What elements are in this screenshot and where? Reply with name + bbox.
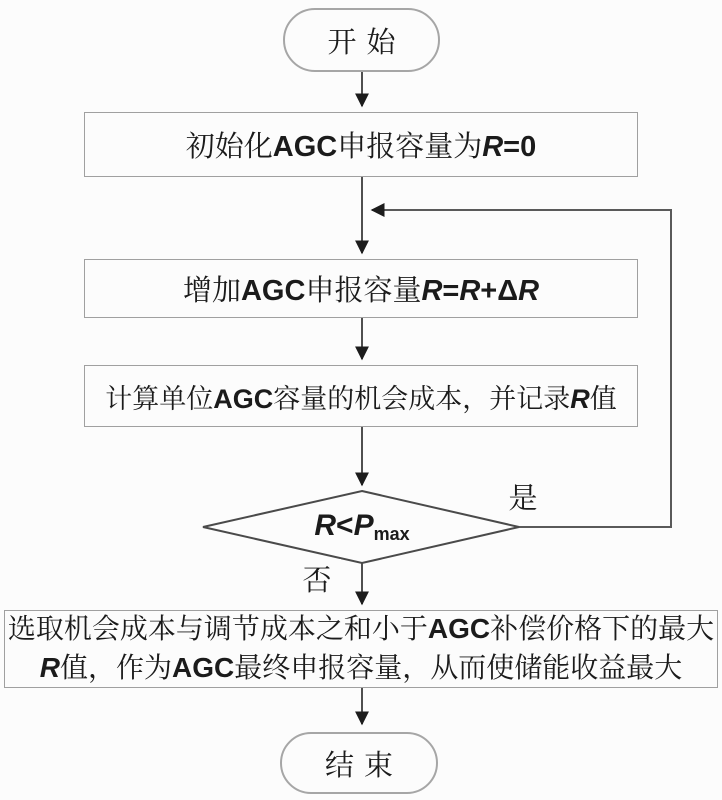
edge-label-yes (499, 477, 547, 515)
node-start-label: 开始 (327, 26, 406, 59)
node-decision-label (242, 503, 482, 549)
node-select-line2: R值，作为AGC最终申报容量，从而使储能收益最大 (39, 652, 683, 684)
node-start (283, 8, 440, 72)
node-end-label: 结束 (324, 749, 403, 782)
node-compute (84, 365, 638, 427)
node-init-label: 初始化AGC申报容量为R=0 (185, 131, 537, 163)
node-init (84, 112, 638, 177)
no-label-text: 否 (302, 564, 332, 597)
decision-condition: $R<P_{max}$ (314, 509, 410, 545)
node-select-line1: 选取机会成本与调节成本之和小于AGC补偿价格下的最大 (7, 613, 715, 645)
node-select (4, 610, 718, 688)
node-increase (84, 259, 638, 318)
node-compute-label: 计算单位AGC容量的机会成本，并记录R值 (105, 383, 617, 414)
yes-label-text: 是 (508, 482, 538, 515)
node-increase-label: 增加AGC申报容量R=R+ΔR (182, 275, 540, 307)
edge-label-no (293, 559, 341, 597)
node-end (280, 732, 438, 794)
